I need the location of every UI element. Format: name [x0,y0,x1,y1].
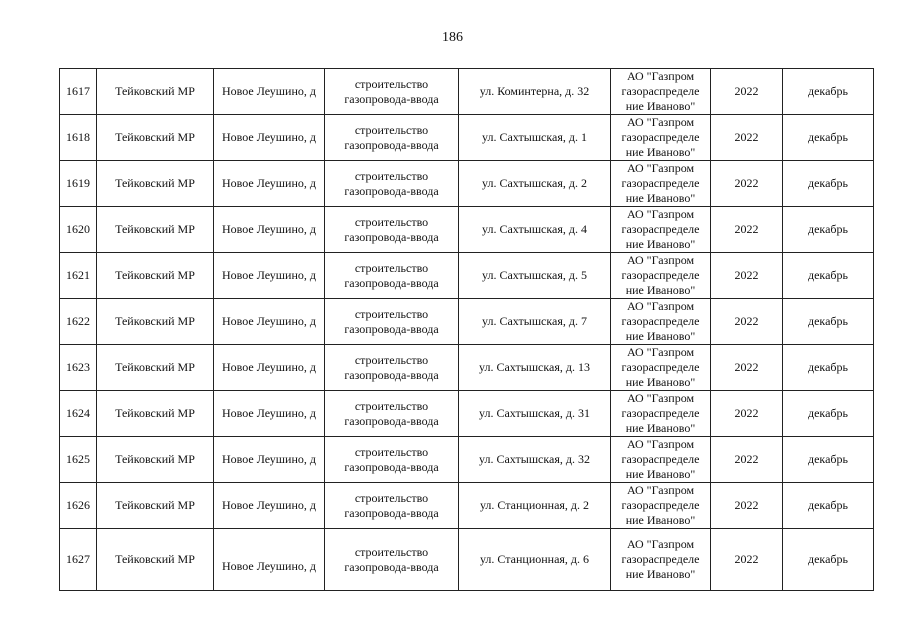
cell-row-number: 1622 [60,299,97,345]
cell-district: Тейковский МР [97,391,214,437]
cell-work-type: строительство газопровода-ввода [325,115,459,161]
cell-work-type: строительство газопровода-ввода [325,69,459,115]
table-row [60,69,874,115]
cell-month: декабрь [783,161,874,207]
cell-address: ул. Сахтышская, д. 7 [459,299,611,345]
cell-locality: Новое Леушино, д [214,299,325,345]
cell-month: декабрь [783,115,874,161]
cell-district: Тейковский МР [97,207,214,253]
cell-year: 2022 [711,69,783,115]
table-row [60,437,874,483]
cell-address: ул. Сахтышская, д. 32 [459,437,611,483]
cell-month: декабрь [783,207,874,253]
cell-year: 2022 [711,207,783,253]
cell-month: декабрь [783,529,874,591]
cell-locality: Новое Леушино, д [214,161,325,207]
table-row [60,253,874,299]
cell-work-type: строительство газопровода-ввода [325,345,459,391]
cell-locality: Новое Леушино, д [214,253,325,299]
cell-year: 2022 [711,161,783,207]
cell-work-type: строительство газопровода-ввода [325,483,459,529]
table-row [60,483,874,529]
cell-district: Тейковский МР [97,299,214,345]
cell-month: декабрь [783,69,874,115]
cell-address: ул. Сахтышская, д. 1 [459,115,611,161]
table-row [60,345,874,391]
cell-locality: Новое Леушино, д [214,391,325,437]
table-row [60,529,874,591]
table-body [60,69,874,591]
cell-locality: Новое Леушино, д [214,115,325,161]
cell-organization: АО "Газпром газораспределе ние Иваново" [611,115,711,161]
cell-locality: Новое Леушино, д [214,437,325,483]
gas-pipeline-table [59,68,874,591]
cell-work-type: строительство газопровода-ввода [325,253,459,299]
cell-organization: АО "Газпром газораспределе ние Иваново" [611,207,711,253]
cell-locality: Новое Леушино, д [214,529,325,591]
table-row [60,115,874,161]
cell-organization: АО "Газпром газораспределе ние Иваново" [611,161,711,207]
cell-work-type: строительство газопровода-ввода [325,529,459,591]
cell-month: декабрь [783,345,874,391]
cell-address: ул. Станционная, д. 2 [459,483,611,529]
cell-row-number: 1618 [60,115,97,161]
cell-locality: Новое Леушино, д [214,207,325,253]
cell-year: 2022 [711,529,783,591]
table-row [60,391,874,437]
cell-district: Тейковский МР [97,483,214,529]
cell-work-type: строительство газопровода-ввода [325,299,459,345]
cell-address: ул. Сахтышская, д. 31 [459,391,611,437]
cell-district: Тейковский МР [97,69,214,115]
cell-address: ул. Коминтерна, д. 32 [459,69,611,115]
cell-district: Тейковский МР [97,115,214,161]
cell-organization: АО "Газпром газораспределе ние Иваново" [611,391,711,437]
cell-organization: АО "Газпром газораспределе ние Иваново" [611,299,711,345]
cell-year: 2022 [711,345,783,391]
cell-row-number: 1625 [60,437,97,483]
cell-row-number: 1627 [60,529,97,591]
cell-address: ул. Сахтышская, д. 4 [459,207,611,253]
cell-row-number: 1626 [60,483,97,529]
cell-organization: АО "Газпром газораспределе ние Иваново" [611,253,711,299]
cell-locality: Новое Леушино, д [214,69,325,115]
cell-row-number: 1619 [60,161,97,207]
cell-row-number: 1617 [60,69,97,115]
cell-year: 2022 [711,115,783,161]
cell-month: декабрь [783,391,874,437]
cell-work-type: строительство газопровода-ввода [325,437,459,483]
cell-district: Тейковский МР [97,161,214,207]
cell-month: декабрь [783,483,874,529]
cell-locality: Новое Леушино, д [214,483,325,529]
cell-organization: АО "Газпром газораспределе ние Иваново" [611,345,711,391]
cell-work-type: строительство газопровода-ввода [325,391,459,437]
cell-address: ул. Станционная, д. 6 [459,529,611,591]
cell-row-number: 1624 [60,391,97,437]
cell-address: ул. Сахтышская, д. 13 [459,345,611,391]
table-row [60,207,874,253]
cell-district: Тейковский МР [97,437,214,483]
cell-address: ул. Сахтышская, д. 2 [459,161,611,207]
cell-year: 2022 [711,391,783,437]
cell-row-number: 1623 [60,345,97,391]
page-number: 186 [442,30,463,45]
cell-organization: АО "Газпром газораспределе ние Иваново" [611,69,711,115]
cell-month: декабрь [783,437,874,483]
cell-work-type: строительство газопровода-ввода [325,161,459,207]
table-row [60,299,874,345]
cell-address: ул. Сахтышская, д. 5 [459,253,611,299]
cell-year: 2022 [711,437,783,483]
cell-organization: АО "Газпром газораспределе ние Иваново" [611,483,711,529]
cell-month: декабрь [783,253,874,299]
cell-district: Тейковский МР [97,345,214,391]
cell-district: Тейковский МР [97,529,214,591]
table-row [60,161,874,207]
cell-organization: АО "Газпром газораспределе ние Иваново" [611,529,711,591]
cell-month: декабрь [783,299,874,345]
cell-organization: АО "Газпром газораспределе ние Иваново" [611,437,711,483]
cell-year: 2022 [711,299,783,345]
cell-year: 2022 [711,483,783,529]
cell-row-number: 1620 [60,207,97,253]
cell-locality: Новое Леушино, д [214,345,325,391]
cell-district: Тейковский МР [97,253,214,299]
cell-year: 2022 [711,253,783,299]
cell-work-type: строительство газопровода-ввода [325,207,459,253]
cell-row-number: 1621 [60,253,97,299]
